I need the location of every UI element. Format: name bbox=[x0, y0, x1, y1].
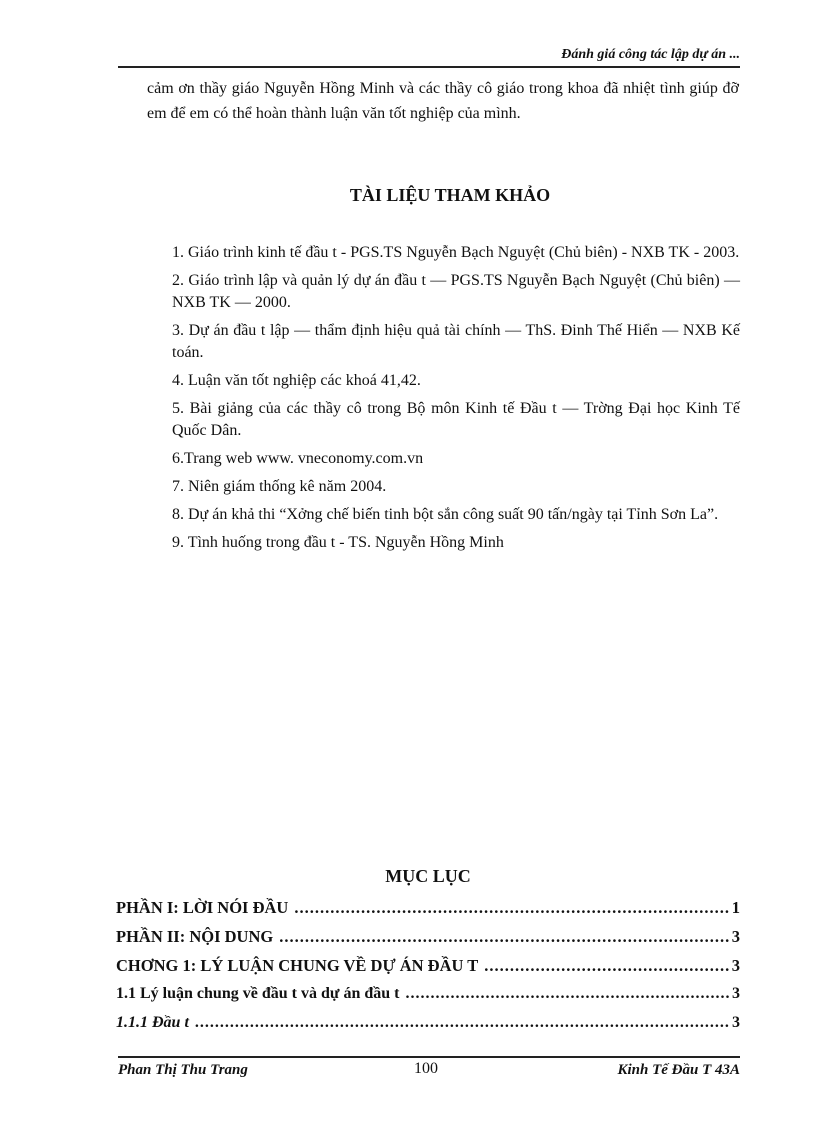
table-of-contents bbox=[116, 898, 740, 1043]
reference-item: 8. Dự án khả thi “Xởng chế biến tinh bột sắn công suất 90 tấn/ngày tại Tỉnh Sơn La”. bbox=[172, 506, 719, 523]
reference-item: 6.Trang web www. vneconomy.com.vn bbox=[172, 450, 424, 467]
toc-entry[interactable] bbox=[116, 956, 740, 985]
references-title: TÀI LIỆU THAM KHẢO bbox=[349, 185, 551, 205]
toc-entry[interactable] bbox=[116, 927, 740, 956]
toc-leader-dots bbox=[405, 985, 729, 1003]
reference-item: 2. Giáo trình lập và quản lý dự án đầu t — PGS.TS Nguyễn Bạch Nguyệt (Chủ biên) — NXB TK — 2000. bbox=[172, 272, 740, 311]
toc-leader-dots bbox=[279, 927, 729, 947]
toc-entry-label: PHẦN II: NỘI DUNG bbox=[116, 927, 274, 946]
toc-entry-page: 3 bbox=[731, 956, 740, 975]
reference-item: 3. Dự án đầu t lập — thẩm định hiệu quả tài chính — ThS. Đinh Thế Hiển — NXB Kế toán. bbox=[172, 322, 740, 361]
page-header bbox=[118, 46, 740, 68]
reference-item: 7. Niên giám thống kê năm 2004. bbox=[172, 478, 387, 495]
toc-entry-label: CHƠNG 1: LÝ LUẬN CHUNG VỀ DỰ ÁN ĐẦU T bbox=[116, 956, 479, 975]
toc-leader-dots bbox=[484, 956, 728, 976]
toc-entry-label: PHẦN I: LỜI NÓI ĐẦU bbox=[116, 898, 289, 917]
toc-leader-dots bbox=[195, 1014, 729, 1032]
toc-entry-page: 3 bbox=[732, 985, 740, 1002]
references-list bbox=[172, 242, 740, 560]
toc-entry[interactable] bbox=[116, 1014, 740, 1043]
intro-paragraph: cảm ơn thầy giáo Nguyễn Hồng Minh và các thầy cô giáo trong khoa đã nhiệt tình giúp đỡ em để em có thể hoàn thành luận văn tốt nghiệp của mình. bbox=[147, 80, 739, 122]
reference-item: 5. Bài giảng của các thầy cô trong Bộ môn Kinh tế Đầu t — Trờng Đại học Kinh Tế Quốc Dân. bbox=[172, 400, 740, 439]
footer-class: Kinh Tế Đầu T 43A bbox=[617, 1062, 740, 1078]
toc-entry-page: 1 bbox=[731, 898, 740, 917]
reference-item: 1. Giáo trình kinh tế đầu t - PGS.TS Nguyễn Bạch Nguyệt (Chủ biên) - NXB TK - 2003. bbox=[172, 244, 740, 261]
toc-entry-label: 1.1.1 Đầu t bbox=[116, 1014, 189, 1031]
toc-title: MỤC LỤC bbox=[385, 866, 471, 886]
toc-entry[interactable] bbox=[116, 898, 740, 927]
toc-leader-dots bbox=[294, 898, 728, 918]
reference-item: 4. Luận văn tốt nghiệp các khoá 41,42. bbox=[172, 372, 421, 389]
toc-entry-label: 1.1 Lý luận chung về đầu t và dự án đầu t bbox=[116, 985, 400, 1002]
reference-item: 9. Tình huống trong đầu t - TS. Nguyễn Hồng Minh bbox=[172, 534, 504, 551]
toc-entry[interactable] bbox=[116, 985, 740, 1014]
page-number: 100 bbox=[414, 1060, 438, 1077]
header-title: Đánh giá công tác lập dự án ... bbox=[561, 47, 740, 62]
toc-entry-page: 3 bbox=[732, 1014, 740, 1031]
footer-author: Phan Thị Thu Trang bbox=[118, 1062, 248, 1078]
toc-entry-page: 3 bbox=[731, 927, 740, 946]
page-footer bbox=[118, 1056, 740, 1082]
